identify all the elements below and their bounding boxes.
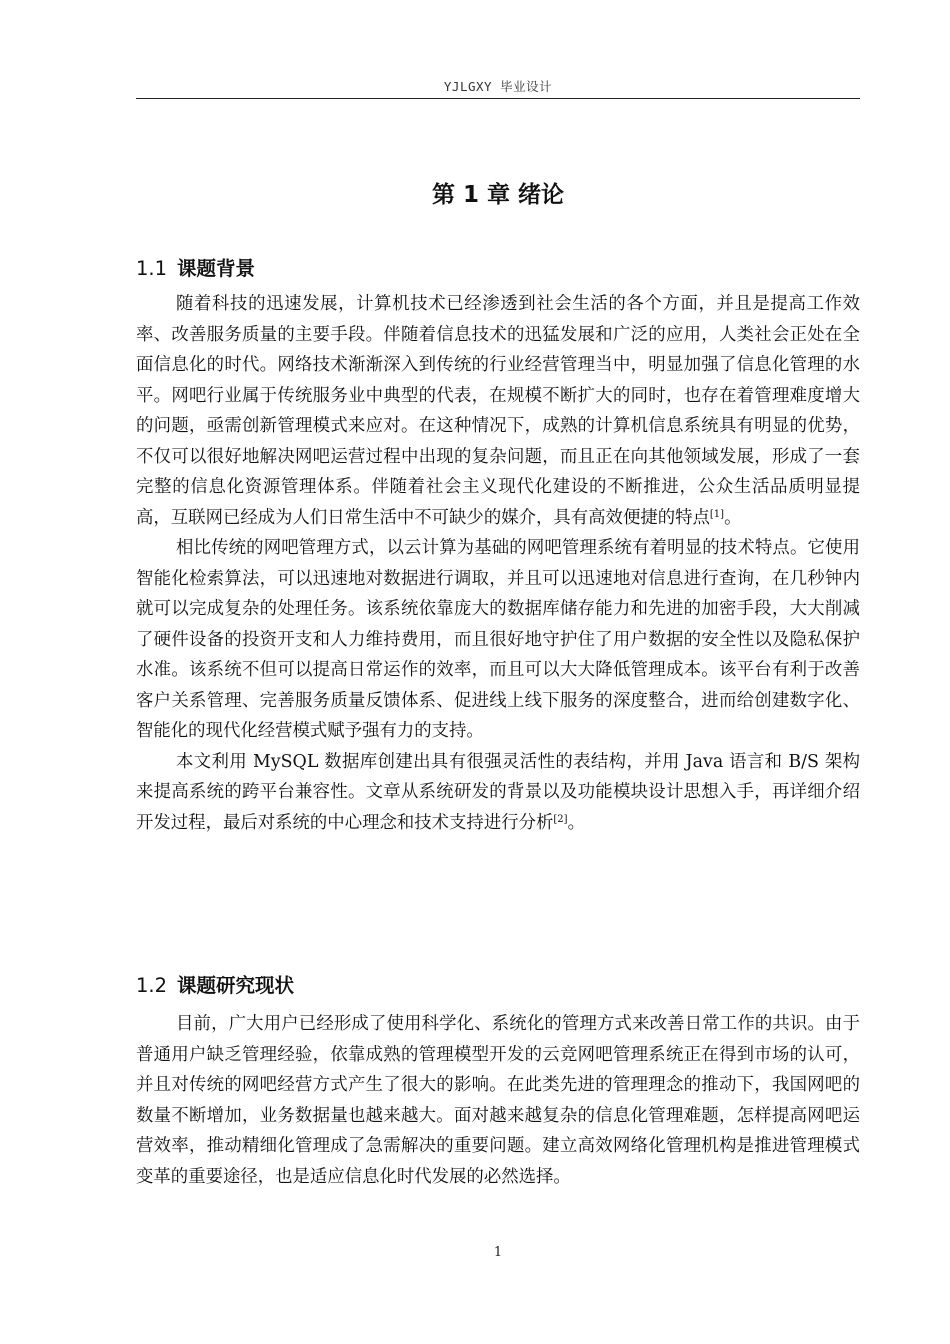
section-title: 课题研究现状 (177, 974, 295, 997)
section-number: 1.2 (136, 974, 168, 997)
section-body-1-2 (136, 1009, 860, 1192)
paragraph (136, 1009, 860, 1192)
paragraph-text: 随着科技的迅速发展，计算机技术已经渗透到社会生活的各个方面，并且是提高工作效率、改善服务质量的主要手段。伴随着信息技术的迅猛发展和广泛的应用，人类社会正处在全面信息化的时代。网络技术渐渐深入到传统的行业经营管理当中，明显加强了信息化管理的水平。网吧行业属于传统服务业中典型的代表，在规模不断扩大的同时，也存在着管理难度增大的问题，亟需创新管理模式来应对。在这种情况下，成熟的计算机信息系统具有明显的优势，不仅可以很好地解决网吧运营过程中出现的复杂问题，而且正在向其他领域发展，形成了一套完整的信息化资源管理体系。伴随着社会主义现代化建设的不断推进，公众生活品质明显提高，互联网已经成为人们日常生活中不可缺少的媒介，具有高效便捷的特点 (136, 294, 860, 528)
section-title: 课题背景 (177, 257, 256, 280)
paragraph (136, 533, 860, 747)
paragraph-text: 相比传统的网吧管理方式，以云计算为基础的网吧管理系统有着明显的技术特点。它使用智能化检索算法，可以迅速地对数据进行调取，并且可以迅速地对信息进行查询，在几秒钟内就可以完成复杂的处理任务。该系统依靠庞大的数据库储存能力和先进的加密手段，大大削减了硬件设备的投资开支和人力维持费用，而且很好地守护住了用户数据的安全性以及隐私保护水准。该系统不但可以提高日常运作的效率，而且可以大大降低管理成本。该平台有利于改善客户关系管理、完善服务质量反馈体系、促进线上线下服务的深度整合，进而给创建数字化、智能化的现代化经营模式赋予强有力的支持。 (136, 538, 860, 741)
section-heading-1-1 (136, 253, 255, 281)
section-number: 1.1 (136, 257, 168, 280)
paragraph (136, 289, 860, 533)
citation-marker: [2] (553, 813, 568, 825)
paragraph (136, 747, 860, 839)
header-rule (136, 98, 860, 99)
paragraph-text: 本文利用 MySQL 数据库创建出具有很强灵活性的表结构，并用 Java 语言和 B/S 架构来提高系统的跨平台兼容性。文章从系统研发的背景以及功能模块设计思想入手，再详细介绍开发过程，最后对系统的中心理念和技术支持进行分析 (136, 751, 860, 833)
paragraph-tail: 。 (567, 812, 585, 833)
section-heading-1-2 (136, 970, 294, 998)
chapter-title: 第 1 章 绪论 (431, 182, 565, 208)
section-body-1-1 (136, 289, 860, 838)
running-header: YJLGXY 毕业设计 (443, 79, 553, 94)
paragraph-tail: 。 (724, 507, 742, 528)
page-number: 1 (493, 1245, 503, 1260)
paragraph-text: 目前，广大用户已经形成了使用科学化、系统化的管理方式来改善日常工作的共识。由于普通用户缺乏管理经验，依靠成熟的管理模型开发的云竞网吧管理系统正在得到市场的认可，并且对传统的网吧经营方式产生了很大的影响。在此类先进的管理理念的推动下，我国网吧的数量不断增加，业务数据量也越来越大。面对越来越复杂的信息化管理难题，怎样提高网吧运营效率，推动精细化管理成了急需解决的重要问题。建立高效网络化管理机构是推进管理模式变革的重要途径，也是适应信息化时代发展的必然选择。 (136, 1014, 860, 1187)
citation-marker: [1] (709, 508, 725, 520)
